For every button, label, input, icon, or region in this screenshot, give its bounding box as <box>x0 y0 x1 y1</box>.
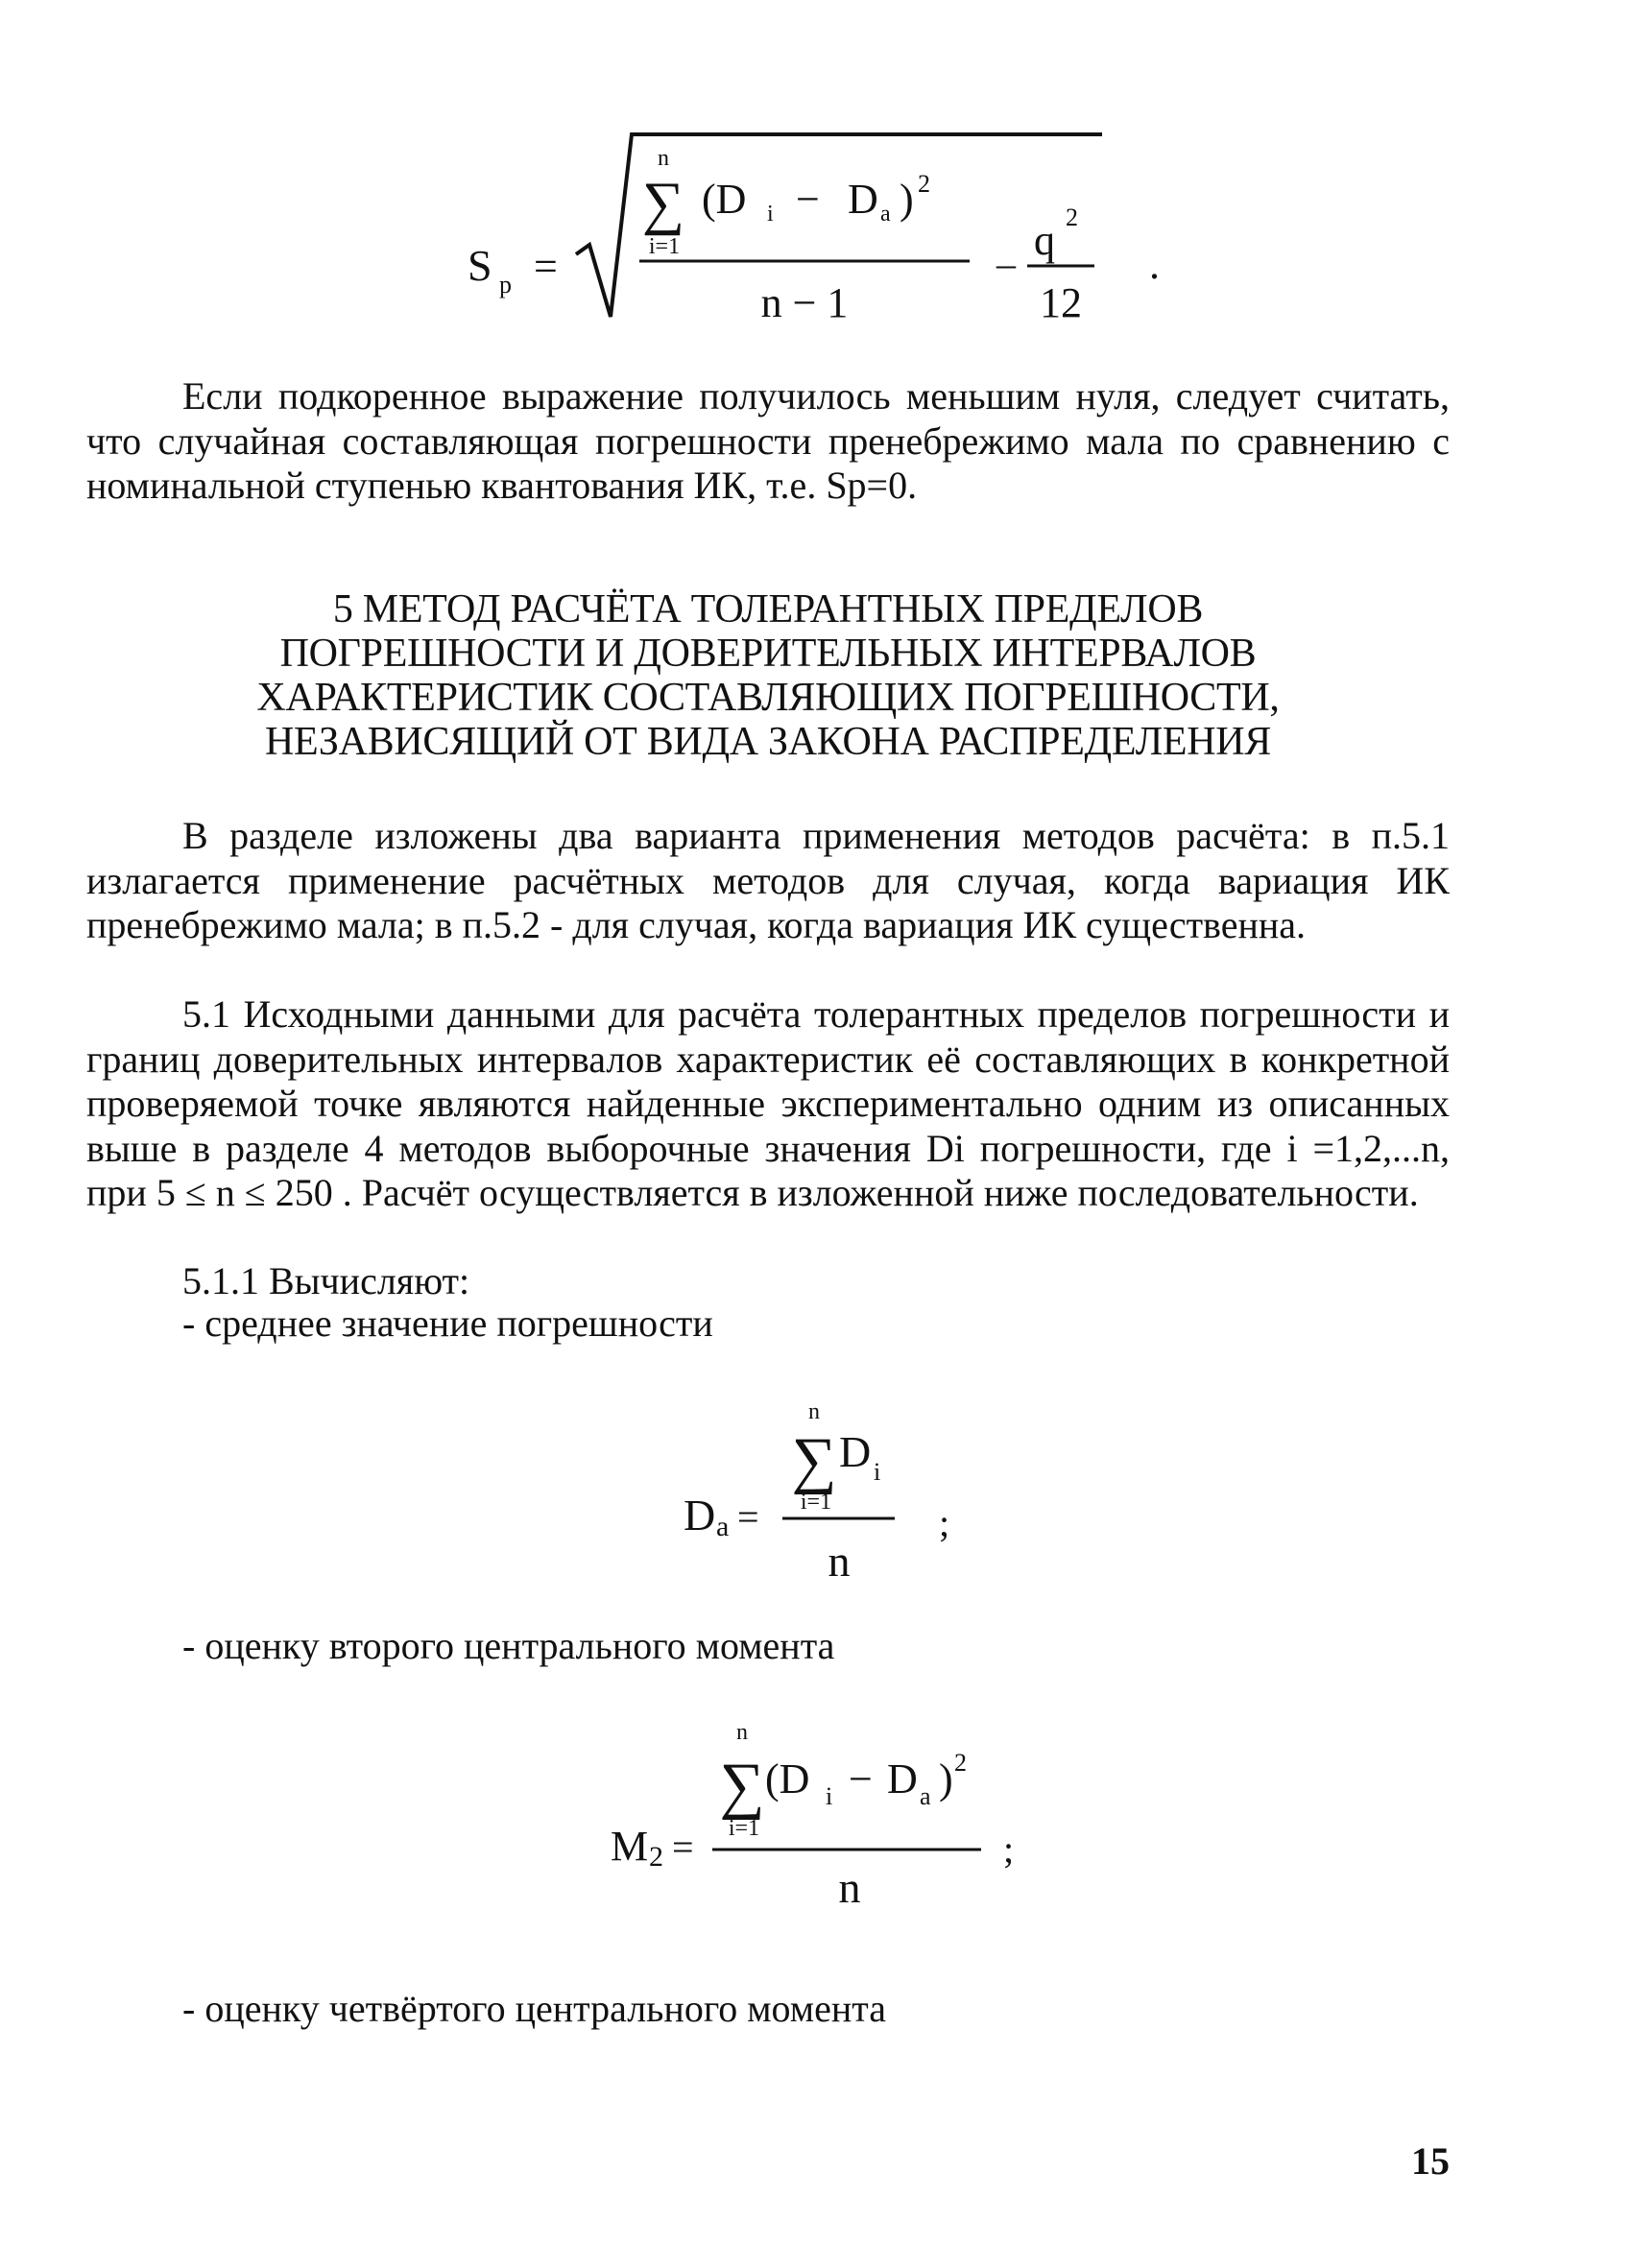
m2-denominator: n <box>838 1863 861 1912</box>
formula-sp <box>0 115 1632 346</box>
heading-line: ПОГРЕШНОСТИ И ДОВЕРИТЕЛЬНЫХ ИНТЕРВАЛОВ <box>279 632 1257 676</box>
paragraph-5-1: 5.1 Исходными данными для расчёта толерантных пределов погрешности и границ доверительных интервалов характеристик её составляющих в конкретной проверяемой точке являются найденные экспериментально одним из описанных выше в разделе 4 методов выборочные значения Di погрешности, где i =1,2,...n, при 5 ≤ n ≤ 250 . Расчёт осуществляется в изложенной ниже последовательности. <box>86 992 1450 1214</box>
sp-sum-lower: i=1 <box>648 234 681 259</box>
da-term: D <box>839 1427 872 1476</box>
sp-period: . <box>1149 241 1160 288</box>
formula-m2 <box>0 1708 1632 1929</box>
m2-sum-lower: i=1 <box>728 1816 760 1841</box>
m2-da-sub: a <box>920 1782 931 1810</box>
heading-line: ХАРАКТЕРИСТИК СОСТАВЛЯЮЩИХ ПОГРЕШНОСТИ, <box>256 676 1280 720</box>
m2-da: D <box>887 1755 918 1802</box>
sp-q-exp: 2 <box>1066 203 1078 231</box>
da-term-sub: i <box>874 1458 881 1486</box>
sp-lhs-sub: p <box>499 271 512 298</box>
heading-line: НЕЗАВИСЯЩИЙ ОТ ВИДА ЗАКОНА РАСПРЕДЕЛЕНИЯ <box>264 720 1272 764</box>
formula-da <box>0 1382 1632 1593</box>
item-5-1-1: 5.1.1 Вычисляют: <box>182 1259 470 1302</box>
m2-di-sub: i <box>826 1782 833 1810</box>
sp-sum-upper: n <box>658 146 669 171</box>
sp-di-sub: i <box>767 202 774 227</box>
m2-lhs-sub: 2 <box>649 1841 663 1873</box>
sp-denominator: n − 1 <box>760 279 849 326</box>
heading-line: 5 МЕТОД РАСЧЁТА ТОЛЕРАНТНЫХ ПРЕДЕЛОВ <box>332 587 1204 632</box>
da-sum-lower: i=1 <box>800 1490 832 1515</box>
m2-equals: = <box>672 1826 694 1869</box>
sp-equals: = <box>534 243 558 290</box>
sp-minus: − <box>796 176 820 223</box>
da-sum-symbol: ∑ <box>791 1425 837 1495</box>
sp-lhs: S <box>468 241 492 290</box>
sp-close-paren: ) <box>900 176 914 223</box>
sp-q: q <box>1034 217 1055 264</box>
m2-sum-upper: n <box>736 1720 748 1745</box>
m2-open: (D <box>765 1755 810 1802</box>
da-sum-upper: n <box>808 1399 820 1424</box>
sp-exponent: 2 <box>918 170 930 198</box>
item-fourth-moment: - оценку четвёртого центрального момента <box>182 1987 886 2030</box>
sp-q-denominator: 12 <box>1040 279 1082 326</box>
sp-open-paren: (D <box>702 176 747 223</box>
sp-da-sub: a <box>880 202 891 227</box>
section-heading <box>125 587 1411 764</box>
m2-exponent: 2 <box>954 1749 967 1777</box>
da-tail: ; <box>939 1501 950 1544</box>
m2-tail: ; <box>1003 1827 1015 1871</box>
da-lhs: D <box>684 1491 716 1540</box>
m2-minus: − <box>849 1755 873 1802</box>
paragraph-root-note: Если подкоренное выражение получилось меньшим нуля, следует считать, что случайная составляющая погрешности пренебрежимо мала по сравнению с номинальной ступенью квантования ИК, т.е. Sp=0. <box>86 374 1450 507</box>
da-equals: = <box>737 1495 759 1539</box>
m2-sum-symbol: ∑ <box>719 1751 765 1821</box>
da-lhs-sub: a <box>716 1511 730 1542</box>
da-denominator: n <box>828 1537 851 1586</box>
item-second-moment: - оценку второго центрального момента <box>182 1624 835 1667</box>
m2-lhs: M <box>611 1823 649 1870</box>
paragraph-section-intro: В разделе изложены два варианта применения методов расчёта: в п.5.1 излагается применение расчётных методов для случая, когда вариация ИК пренебрежимо мала; в п.5.2 - для случая, когда вариация ИК существенна. <box>86 814 1450 946</box>
sp-minus-q: – <box>996 242 1016 285</box>
item-mean-error: - среднее значение погрешности <box>182 1301 713 1345</box>
sp-sum-symbol: ∑ <box>641 171 685 236</box>
page-number: 15 <box>1411 2139 1450 2183</box>
sp-da: D <box>848 176 878 223</box>
m2-close: ) <box>939 1755 953 1802</box>
